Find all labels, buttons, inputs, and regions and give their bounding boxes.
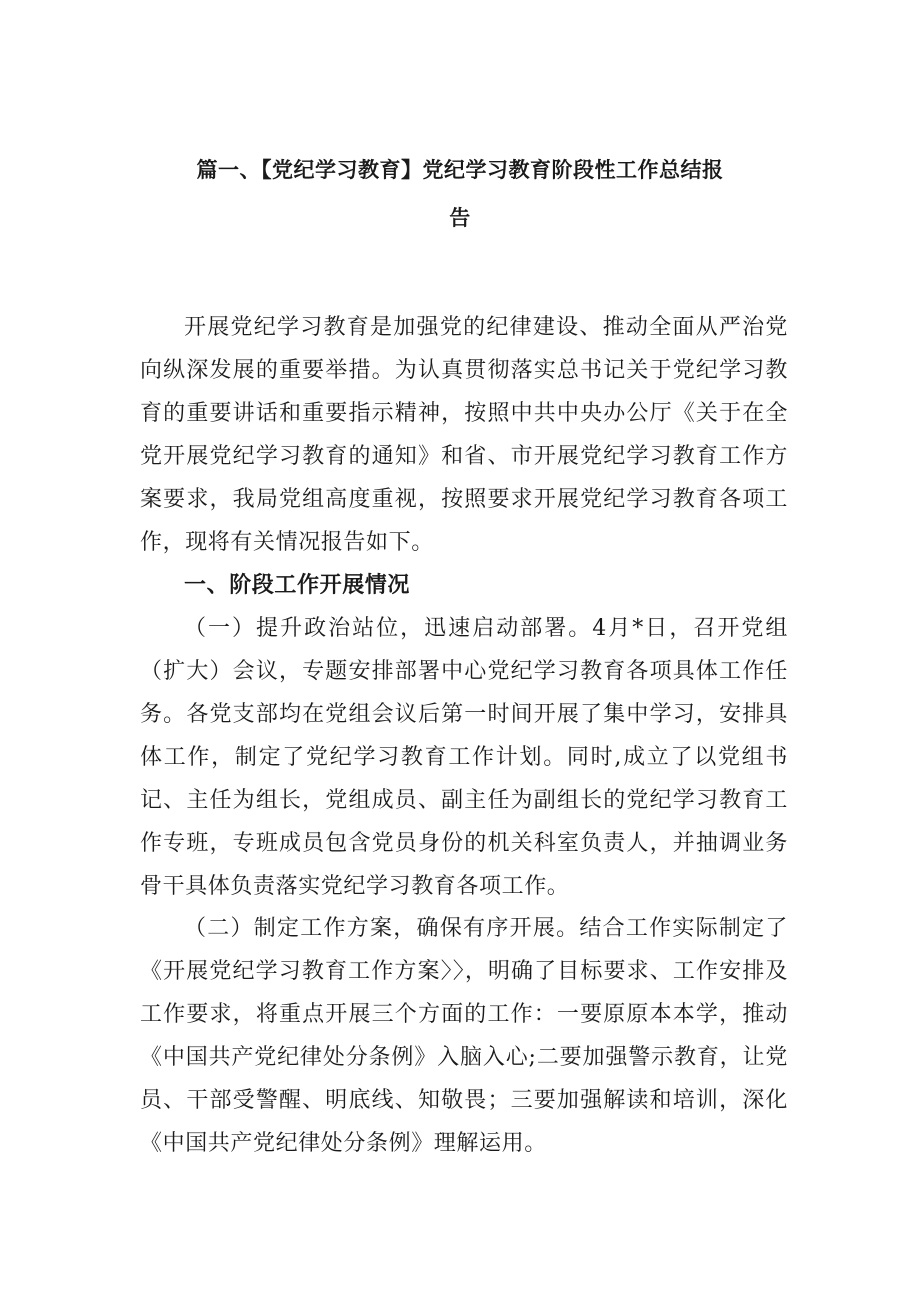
paragraph-2: （二）制定工作方案，确保有序开展。结合工作实际制定了《开展党纪学习教育工作方案〉〉，明确了目标要求、工作安排及工作要求，将重点开展三个方面的工作：一要原原本本学，推动《中国共产党纪律处分条例》入脑入心;二要加强警示教育，让党员、干部受警醒、明底线、知敬畏；三要加强解读和培训，深化《中国共产党纪律处分条例》理解运用。 <box>140 916 788 1156</box>
document-title-line-2: 告 <box>449 205 471 230</box>
paragraph-1: （一）提升政治站位，迅速启动部署。4月*日，召开党组（扩大）会议，专题安排部署中心党纪学习教育各项具体工作任务。各党支部均在党组会议后第一时间开展了集中学习，安排具体工作，制定了党纪学习教育工作计划。同时,成立了以党组书记、主任为组长，党组成员、副主任为副组长的党纪学习教育工作专班，专班成员包含党员身份的机关科室负责人，并抽调业务骨干具体负责落实党纪学习教育各项工作。 <box>140 616 788 899</box>
intro-paragraph: 开展党纪学习教育是加强党的纪律建设、推动全面从严治党向纵深发展的重要举措。为认真贯彻落实总书记关于党纪学习教育的重要讲话和重要指示精神，按照中共中央办公厅《关于在全党开展党纪学习教育的通知》和省、市开展党纪学习教育工作方案要求，我局党组高度重视，按照要求开展党纪学习教育各项工作，现将有关情况报告如下。 <box>140 315 788 555</box>
section-heading-1: 一、阶段工作开展情况 <box>184 572 411 598</box>
document-title-line-1: 篇一、【党纪学习教育】党纪学习教育阶段性工作总结报 <box>196 157 724 182</box>
